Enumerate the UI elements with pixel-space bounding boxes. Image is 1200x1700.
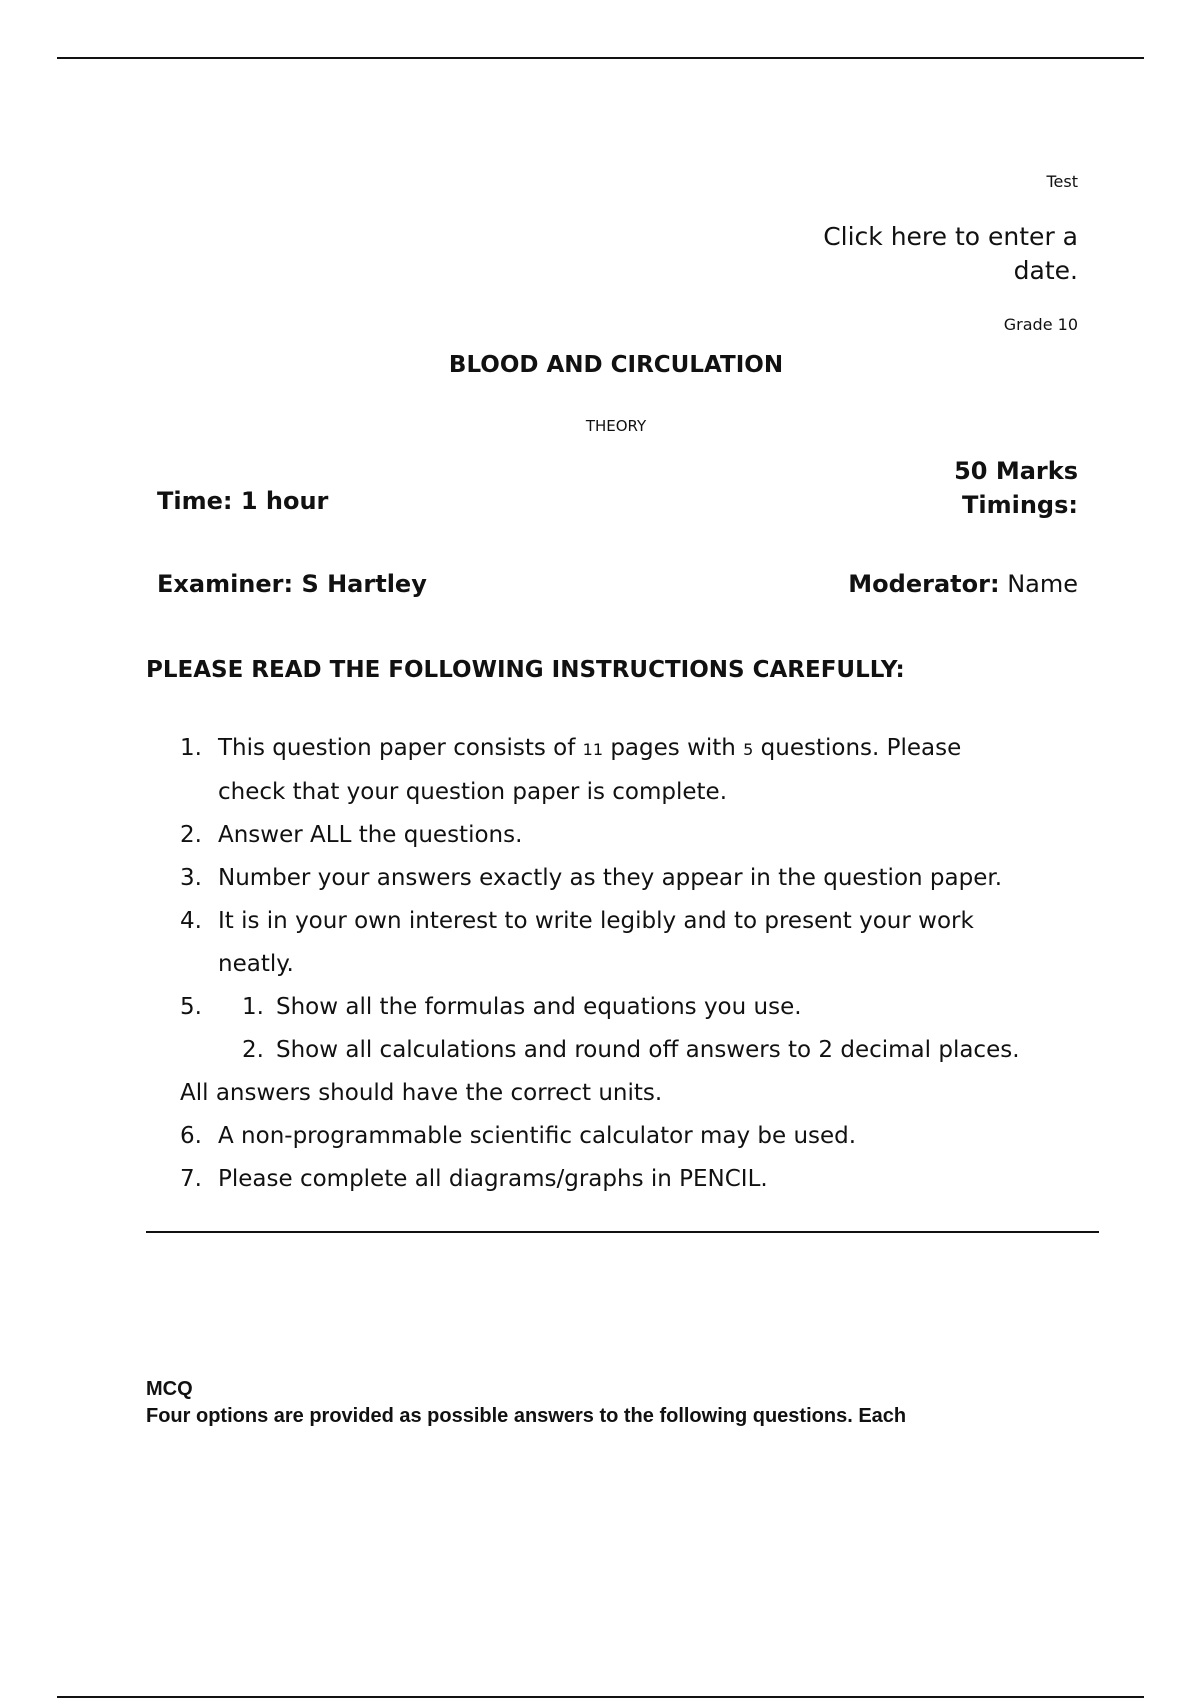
list-item	[180, 986, 1060, 1029]
moderator-value[interactable]: Name	[999, 570, 1078, 598]
list-item-text: Please complete all diagrams/graphs in PENCIL.	[218, 1166, 768, 1192]
instructions-divider	[146, 1231, 1099, 1233]
list-item-text: Number your answers exactly as they appear in the question paper.	[218, 865, 1002, 891]
list-item-text: This question paper consists of	[218, 735, 583, 761]
instructions-heading: PLEASE READ THE FOLLOWING INSTRUCTIONS CAREFULLY:	[146, 657, 905, 683]
page-subtitle: THEORY	[585, 417, 647, 435]
date-picker-line2[interactable]: date.	[1013, 256, 1078, 285]
examiner-label: Examiner: S Hartley	[157, 570, 427, 598]
list-item-text: It is in your own interest to write legibly and to present your work	[218, 908, 974, 934]
instructions-list	[180, 727, 1060, 1201]
marks-label: 50 Marks	[954, 457, 1078, 485]
timings-label: Timings:	[962, 491, 1078, 519]
mcq-heading: MCQ	[146, 1378, 193, 1400]
moderator-line	[848, 570, 1078, 598]
question-count: 5	[743, 740, 754, 759]
list-item-text: Answer ALL the questions.	[218, 822, 523, 848]
list-item-text: A non-programmable scientific calculator may be used.	[218, 1123, 857, 1149]
date-picker-line1[interactable]: Click here to enter a	[823, 222, 1078, 251]
list-item	[180, 900, 1060, 943]
list-item	[180, 857, 1060, 900]
moderator-label: Moderator:	[848, 570, 1000, 598]
bottom-rule	[57, 1696, 1144, 1698]
list-item-continuation	[180, 771, 1060, 814]
list-item-text: Show all the formulas and equations you use.	[276, 994, 802, 1020]
list-number: 6.	[180, 1123, 202, 1149]
list-item	[180, 727, 1060, 771]
list-item	[180, 1115, 1060, 1158]
list-item-text: questions. Please	[753, 735, 962, 761]
list-number: 1.	[180, 735, 202, 761]
list-number: 3.	[180, 865, 202, 891]
sub-list-item	[180, 1029, 1060, 1072]
list-item-text: check that your question paper is complete.	[218, 779, 728, 805]
list-number: 7.	[180, 1166, 202, 1192]
top-rule	[57, 57, 1144, 59]
list-item	[180, 814, 1060, 857]
list-number: 4.	[180, 908, 202, 934]
page-count: 11	[582, 740, 604, 759]
list-item-text: pages with	[603, 735, 744, 761]
list-item-text: Show all calculations and round off answers to 2 decimal places.	[276, 1037, 1020, 1063]
page-title: BLOOD AND CIRCULATION	[448, 352, 784, 378]
grade-label: Grade 10	[1003, 315, 1078, 334]
list-number: 2.	[180, 822, 202, 848]
units-note: All answers should have the correct units.	[180, 1080, 663, 1106]
sub-list-number: 1.	[242, 994, 264, 1020]
list-item-text: neatly.	[218, 951, 294, 977]
list-item-continuation	[180, 943, 1060, 986]
mcq-instructions: Four options are provided as possible answers to the following questions. Each	[146, 1405, 907, 1427]
list-number: 5.	[180, 994, 202, 1020]
list-item	[180, 1158, 1060, 1201]
sub-list-number: 2.	[242, 1037, 264, 1063]
test-label: Test	[1046, 172, 1078, 191]
time-label: Time: 1 hour	[157, 487, 329, 515]
